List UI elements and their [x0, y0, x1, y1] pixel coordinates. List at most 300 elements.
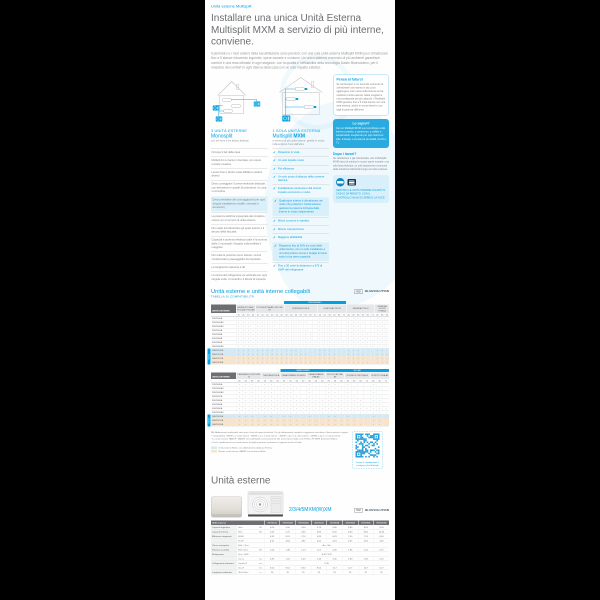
monosplit-drawbacks-list: [211, 148, 268, 283]
compat-cell: •: [351, 419, 357, 423]
compat-cell: •: [322, 341, 327, 345]
compat-cell: •: [268, 387, 274, 391]
spec-unit-cell: kW: [258, 526, 263, 529]
compat-cell: •: [306, 407, 312, 411]
compat-cell: •: [360, 337, 365, 341]
compat-cell: •: [379, 317, 384, 321]
compat-cell: •: [274, 419, 280, 423]
check-icon: ✓: [273, 167, 276, 171]
compat-cell: •: [365, 341, 370, 345]
compat-cell: •: [236, 353, 241, 357]
compat-cell: •: [249, 407, 255, 411]
legend-item: [211, 446, 349, 449]
compat-cell: •: [293, 361, 298, 365]
band-row: [211, 369, 389, 373]
compat-cell: •: [246, 325, 251, 329]
compat-cell: •: [332, 337, 337, 341]
compat-cell: •: [332, 383, 338, 387]
spec-value-cell: 5,70: [280, 530, 296, 534]
size-header-cell: 35: [357, 313, 360, 317]
compat-cell: •: [269, 321, 274, 325]
compat-cell: •: [284, 341, 289, 345]
compat-cell: •: [242, 391, 248, 395]
spec-span-cell: 6,35: [264, 561, 389, 565]
spec-value-cell: 4,64: [280, 539, 296, 543]
multi-plus-tag-label: MULTI+: [208, 417, 210, 424]
compat-cell: •: [241, 325, 246, 329]
spec-sub-cell: Gas Ø: [238, 566, 245, 570]
spec-value-cell: 1,04: [264, 548, 280, 552]
compat-cell: •: [375, 321, 380, 325]
compat-cell: •: [384, 333, 389, 337]
spec-value-cell: 1,45: [327, 557, 343, 561]
legend-item: [211, 450, 349, 453]
compat-cell: •: [289, 337, 294, 341]
spec-sub-cell: Tipo / GWP: [238, 553, 249, 556]
legend-swatch: [211, 450, 217, 453]
compat-cell: •: [303, 353, 308, 357]
compat-cell: •: [322, 329, 327, 333]
spec-value-cell: 9,00: [373, 525, 389, 529]
compat-cell: •: [346, 329, 351, 333]
compat-cell: •: [360, 345, 365, 349]
compatibility-table-residential: [208, 301, 389, 365]
compat-cell: •: [293, 399, 299, 403]
compat-cell: •: [255, 361, 260, 365]
compat-cell: •: [293, 407, 299, 411]
spec-value-cell: 7,51: [358, 534, 374, 538]
compat-cell: •: [260, 345, 265, 349]
compat-cell: •: [332, 387, 338, 391]
compat-cell: •: [274, 395, 280, 399]
size-header-cell: 50: [351, 379, 357, 383]
compat-cell: •: [250, 329, 255, 333]
compat-cell: •: [255, 353, 260, 357]
spec-unit-cell: mm: [258, 566, 263, 570]
model-cell: 4MXM68A: [212, 403, 223, 406]
compat-cell: •: [236, 341, 241, 345]
multi-plus-tag: [208, 415, 211, 427]
check-icon: ✓: [273, 175, 276, 179]
size-header-cell: 60: [309, 313, 312, 317]
multi-plus-tag: [208, 348, 211, 364]
size-header-cell: 60: [366, 313, 369, 317]
spec-value-cell: 12,7: [358, 566, 374, 570]
compat-cell: •: [313, 419, 319, 423]
compat-cell: •: [313, 387, 319, 391]
compat-cell: •: [255, 357, 260, 361]
spec-value-cell: 25: [342, 570, 358, 574]
compat-cell: •: [281, 399, 287, 403]
compat-cell: •: [360, 361, 365, 365]
intro-paragraph: Il perimetro e i muri esterni della tua abitazione sono preziosi: con una sola unità esterna Multisplit MXM puoi climatizzare fino a 5 stanze riducendo ingombri, opere murarie e consumi. Un unico sistema a servizio di più ambienti garantisce comfort e una resa ottimale in ogni stagione, con la qualità e l'affidabilità della tecnologia Daikin Bluevolution, per il massimo del comfort in ogni stanza della casa con un solo impatto estetico.: [211, 51, 389, 70]
compatibility-table-other: [208, 369, 389, 426]
spec-value-cell: 4,60: [373, 539, 389, 543]
check-icon: ✓: [273, 235, 276, 240]
compat-cell: •: [293, 345, 298, 349]
compat-cell: •: [293, 349, 298, 353]
compat-cell: •: [376, 399, 382, 403]
compat-cell: •: [360, 353, 365, 357]
compat-cell: •: [281, 407, 287, 411]
compat-cell: •: [322, 321, 327, 325]
outdoor-unit-flat-photo: [211, 497, 242, 518]
size-header-cell: 71: [364, 379, 370, 383]
compat-cell: •: [351, 407, 357, 411]
compat-cell: •: [370, 395, 376, 399]
compat-cell: •: [303, 341, 308, 345]
spec-unit-cell: kW: [258, 530, 263, 534]
compat-cell: •: [351, 321, 356, 325]
compat-cell: •: [327, 321, 332, 325]
compat-cell: •: [268, 411, 274, 415]
compat-cell: •: [375, 341, 380, 345]
bluevolution-logo: BLUEVOLUTION: [365, 508, 389, 512]
check-icon: ✓: [273, 219, 276, 224]
teal-callout-body: Con un Multisplit MXM puoi combinare unità interne a parete, a pavimento, a soffitto e canalizzabili, scegliendo per ogni stanza lo stile, il design e la potenza più adatti, da 15 a 71.: [336, 126, 386, 145]
compat-cell: •: [274, 423, 280, 427]
spec-table: [211, 521, 389, 575]
compat-cell: •: [265, 337, 270, 341]
size-header-cell: 35: [294, 313, 298, 317]
compat-cell: •: [327, 349, 332, 353]
drawback-item: Multipli fori e tracce in facciata, con opere murarie invasive: [211, 157, 268, 169]
compat-cell: •: [246, 361, 251, 365]
compat-cell: •: [242, 399, 248, 403]
compat-cell: •: [344, 395, 350, 399]
compat-cell: •: [236, 337, 241, 341]
compat-cell: •: [344, 419, 350, 423]
compat-cell: •: [260, 341, 265, 345]
size-header-cell: 50: [304, 313, 307, 317]
compat-cell: •: [265, 341, 270, 345]
compat-cell: •: [279, 353, 284, 357]
compat-cell: •: [322, 325, 327, 329]
model-cell: 5MXM90A9: [212, 345, 224, 348]
compat-cell: •: [357, 411, 363, 415]
compat-cell: •: [338, 411, 344, 415]
compat-cell: •: [287, 395, 293, 399]
footnote-line: • Le unità esterne 2AMXF / 3AMXF sono abbinabili esclusivamente alle unità interne della serie Perfera FTXM-R (funzione Multi+).: [211, 437, 338, 441]
compat-cell: •: [325, 407, 331, 411]
compat-cell: •: [274, 353, 279, 357]
compat-cell: •: [336, 345, 341, 349]
size-header-cell: 35: [270, 313, 274, 317]
indoor-series-header: ROUND FLOW FCAG-B: [344, 373, 370, 379]
compat-cell: •: [250, 361, 255, 365]
compat-cell: •: [317, 345, 322, 349]
spec-label-cell: Refrigerante: [211, 552, 237, 556]
spec-value-cell: 4,61: [327, 539, 343, 543]
compat-cell: •: [344, 407, 350, 411]
compat-cell: •: [246, 329, 251, 333]
check-icon: ✓: [274, 199, 277, 204]
spec-value-cell: 25: [295, 570, 311, 574]
compat-cell: •: [242, 383, 248, 387]
compat-cell: •: [287, 415, 293, 419]
compat-cell: •: [287, 419, 293, 423]
model-cell: 3MXM40A8: [212, 325, 224, 328]
compat-cell: •: [327, 325, 332, 329]
compat-cell: •: [370, 387, 376, 391]
compat-cell: •: [327, 353, 332, 357]
compat-cell: •: [379, 329, 384, 333]
compat-cell: •: [300, 423, 306, 427]
drawback-item: Lavori fuori e dentro casa affidati a cantieri diversi: [211, 168, 268, 180]
sidebar-app-box: [333, 175, 389, 203]
wlan-control-badge-icon: [336, 178, 345, 187]
footnotes: [211, 431, 349, 444]
compat-cell: •: [344, 383, 350, 387]
spec-sub-cell: Raffr. Nom.: [238, 548, 249, 552]
compat-cell: •: [364, 411, 370, 415]
monosplit-subheading: con tre linee e tre allacci dedicati: [211, 139, 249, 143]
compat-cell: •: [268, 423, 274, 427]
compat-cell: •: [365, 337, 370, 341]
compat-cell: •: [281, 411, 287, 415]
benefit-text: Un solo punto di allaccio della corrente elettrica: [277, 175, 325, 183]
size-header-cell: 71: [342, 313, 345, 317]
compat-cell: •: [375, 337, 380, 341]
benefit-item: [273, 225, 330, 233]
compat-cell: •: [313, 403, 319, 407]
multisplit-heading: Multisplit MXM: [272, 133, 306, 139]
compat-cell: •: [269, 325, 274, 329]
benefit-text: Fino a 30 metri di distanza e a 675 di GWP del refrigerante: [277, 264, 323, 272]
compat-cell: •: [308, 361, 313, 365]
size-header-cell: 60: [337, 313, 341, 317]
check-icon: ✓: [273, 264, 276, 269]
compat-cell: •: [287, 391, 293, 395]
compat-cell: •: [370, 345, 375, 349]
compat-cell: •: [325, 403, 331, 407]
compat-cell: •: [284, 337, 289, 341]
size-header-cell: 50: [361, 313, 365, 317]
compat-cell: •: [260, 329, 265, 333]
spec-label-cell: Collegamenti tubazioni: [211, 561, 237, 565]
compat-cell: •: [356, 317, 361, 321]
compat-cell: •: [260, 317, 265, 321]
multisplit-benefits-list: [273, 148, 330, 273]
outdoor-models-label: 2/3/4/5MXM(W)XM: [289, 507, 332, 513]
legend: [211, 446, 349, 452]
spec-label-cell: Classe energetica: [211, 543, 237, 547]
compat-cell: •: [332, 333, 337, 337]
compat-cell: •: [265, 361, 270, 365]
compat-cell: •: [317, 333, 322, 337]
compat-cell: •: [338, 387, 344, 391]
indoor-series-header: SENSIRA FTXF-D: [346, 304, 375, 313]
compat-cell: [383, 423, 389, 427]
compat-cell: •: [293, 329, 298, 333]
size-header-cell: 35: [332, 379, 338, 383]
spec-value-cell: 1,48: [280, 548, 296, 552]
compat-cell: •: [351, 399, 357, 403]
compat-cell: •: [255, 349, 260, 353]
compat-cell: •: [281, 387, 287, 391]
compat-cell: •: [281, 395, 287, 399]
model-cell: 2AMXF40A: [212, 349, 224, 352]
spec-value-cell: 2,10: [373, 557, 389, 561]
compat-cell: •: [269, 349, 274, 353]
compat-cell: •: [281, 415, 287, 419]
table-corner-cell: UNITÀ ESTERNE: [211, 304, 236, 313]
compat-cell: [383, 399, 389, 403]
compat-cell: •: [325, 411, 331, 415]
compat-cell: •: [274, 399, 280, 403]
compat-cell: •: [274, 337, 279, 341]
compat-cell: •: [379, 357, 384, 361]
compat-cell: •: [274, 407, 280, 411]
compat-cell: •: [375, 361, 380, 365]
spec-value-cell: 9,52: [264, 566, 280, 570]
compat-cell: •: [356, 333, 361, 337]
spec-corner-cell: Unità esterna: [211, 521, 264, 526]
compat-cell: •: [313, 395, 319, 399]
compat-cell: •: [250, 357, 255, 361]
compat-cell: •: [262, 423, 268, 427]
compat-cell: •: [376, 419, 382, 423]
compat-cell: •: [356, 361, 361, 365]
compat-cell: •: [265, 325, 270, 329]
size-header-cell: 25: [325, 379, 331, 383]
compat-cell: •: [289, 357, 294, 361]
compat-cell: •: [370, 415, 376, 419]
compat-cell: •: [303, 337, 308, 341]
compat-cell: •: [274, 329, 279, 333]
compat-cell: •: [338, 399, 344, 403]
compat-cell: •: [242, 411, 248, 415]
spec-value-cell: 12,7: [373, 566, 389, 570]
compat-cell: •: [356, 341, 361, 345]
spec-value-cell: 12,7: [327, 566, 343, 570]
compat-cell: •: [293, 419, 299, 423]
size-header-cell: 35: [380, 313, 384, 317]
compat-cell: •: [344, 403, 350, 407]
compat-cell: •: [370, 403, 376, 407]
compat-cell: •: [306, 395, 312, 399]
outdoor-unit-fan-photo: [247, 490, 284, 518]
drawback-item: Non vado ad ottimizzare gli spazi esterni e il decoro della facciata: [211, 224, 268, 236]
compat-cell: •: [332, 361, 337, 365]
compat-cell: •: [265, 349, 270, 353]
compat-cell: •: [269, 341, 274, 345]
compat-cell: •: [236, 403, 242, 407]
drawback-item: Occupa 3 lati della casa: [211, 148, 268, 156]
compat-cell: [383, 383, 389, 387]
compat-cell: •: [249, 403, 255, 407]
spec-unit-cell: kg: [259, 557, 262, 561]
size-header-cell: 20: [285, 313, 288, 317]
compat-cell: •: [255, 345, 260, 349]
spec-value-cell: 4,60: [295, 530, 311, 534]
compat-cell: •: [344, 387, 350, 391]
compat-cell: •: [255, 341, 260, 345]
compat-cell: •: [306, 411, 312, 415]
compat-cell: •: [379, 321, 384, 325]
group-header-row: [211, 304, 389, 313]
compat-cell: •: [306, 391, 312, 395]
compat-cell: •: [298, 345, 303, 349]
spec-value-cell: 8,00: [342, 530, 358, 534]
multi-plus-tag-label: MULTI+: [208, 353, 210, 360]
compat-cell: •: [325, 391, 331, 395]
sidebar-callout-teal: [333, 119, 389, 148]
compat-cell: [383, 403, 389, 407]
compat-cell: •: [351, 345, 356, 349]
size-header-cell: 25: [266, 313, 269, 317]
page-title: Installare una unica Unità Esterna Multisplit MXM a servizio di più interne, conviene.: [211, 12, 384, 48]
compat-cell: •: [260, 361, 265, 365]
compat-cell: •: [308, 341, 313, 345]
spec-value-cell: 12,7: [342, 566, 358, 570]
compat-cell: •: [356, 325, 361, 329]
compat-cell: •: [322, 353, 327, 357]
size-header-cell: 25: [352, 313, 355, 317]
check-icon: ✓: [273, 150, 276, 155]
compat-cell: •: [360, 341, 365, 345]
drawback-item: La lunghezza massima è 30: [211, 263, 268, 271]
compat-cell: •: [262, 391, 268, 395]
compat-cell: •: [242, 403, 248, 407]
compat-cell: •: [322, 337, 327, 341]
compat-cell: •: [246, 337, 251, 341]
compat-cell: •: [268, 403, 274, 407]
spec-label-cell: Potenza assorbita: [211, 548, 237, 552]
compat-cell: •: [242, 395, 248, 399]
indoor-series-header: PERFERA FLOOR FVXM-A: [237, 373, 261, 378]
compat-cell: •: [375, 333, 380, 337]
spec-sub-cell: Nom.: [238, 530, 244, 534]
compat-cell: •: [360, 329, 365, 333]
spec-label-cell: Efficienza stagionale: [211, 534, 237, 538]
compat-cell: •: [336, 337, 341, 341]
compat-cell: •: [351, 349, 356, 353]
compat-cell: •: [236, 407, 242, 411]
compat-cell: •: [260, 349, 265, 353]
compatibility-section: [208, 288, 389, 469]
size-header-cell: 15: [256, 313, 259, 317]
compat-cell: •: [262, 419, 268, 423]
qr-panel: [353, 431, 383, 469]
compat-cell: •: [332, 399, 338, 403]
compat-cell: •: [236, 349, 241, 353]
compat-cell: •: [293, 403, 299, 407]
compat-cell: •: [293, 341, 298, 345]
size-header-cell: 35: [287, 379, 293, 383]
model-cell: 3AMXF68A: [212, 423, 224, 426]
compat-cell: •: [332, 357, 337, 361]
compat-cell: •: [265, 357, 270, 361]
spec-value-cell: 5,00: [280, 525, 296, 529]
compat-cell: •: [241, 353, 246, 357]
spec-value-cell: 6,81: [327, 534, 343, 538]
compat-cell: •: [246, 357, 251, 361]
spec-label-cell: Lunghezza tubazioni: [211, 570, 237, 574]
benefit-item: [273, 243, 330, 262]
compat-cell: •: [327, 329, 332, 333]
spec-row: [211, 570, 389, 575]
home-comfort-expert-badge-icon: [348, 179, 357, 186]
spec-value-cell: 6,93: [311, 534, 327, 538]
compat-cell: •: [269, 361, 274, 365]
compat-cell: •: [327, 357, 332, 361]
spec-value-cell: 8,00: [327, 530, 343, 534]
compat-cell: •: [236, 325, 241, 329]
compat-cell: •: [255, 411, 261, 415]
check-icon: ✓: [273, 227, 276, 232]
compat-cell: •: [360, 321, 365, 325]
